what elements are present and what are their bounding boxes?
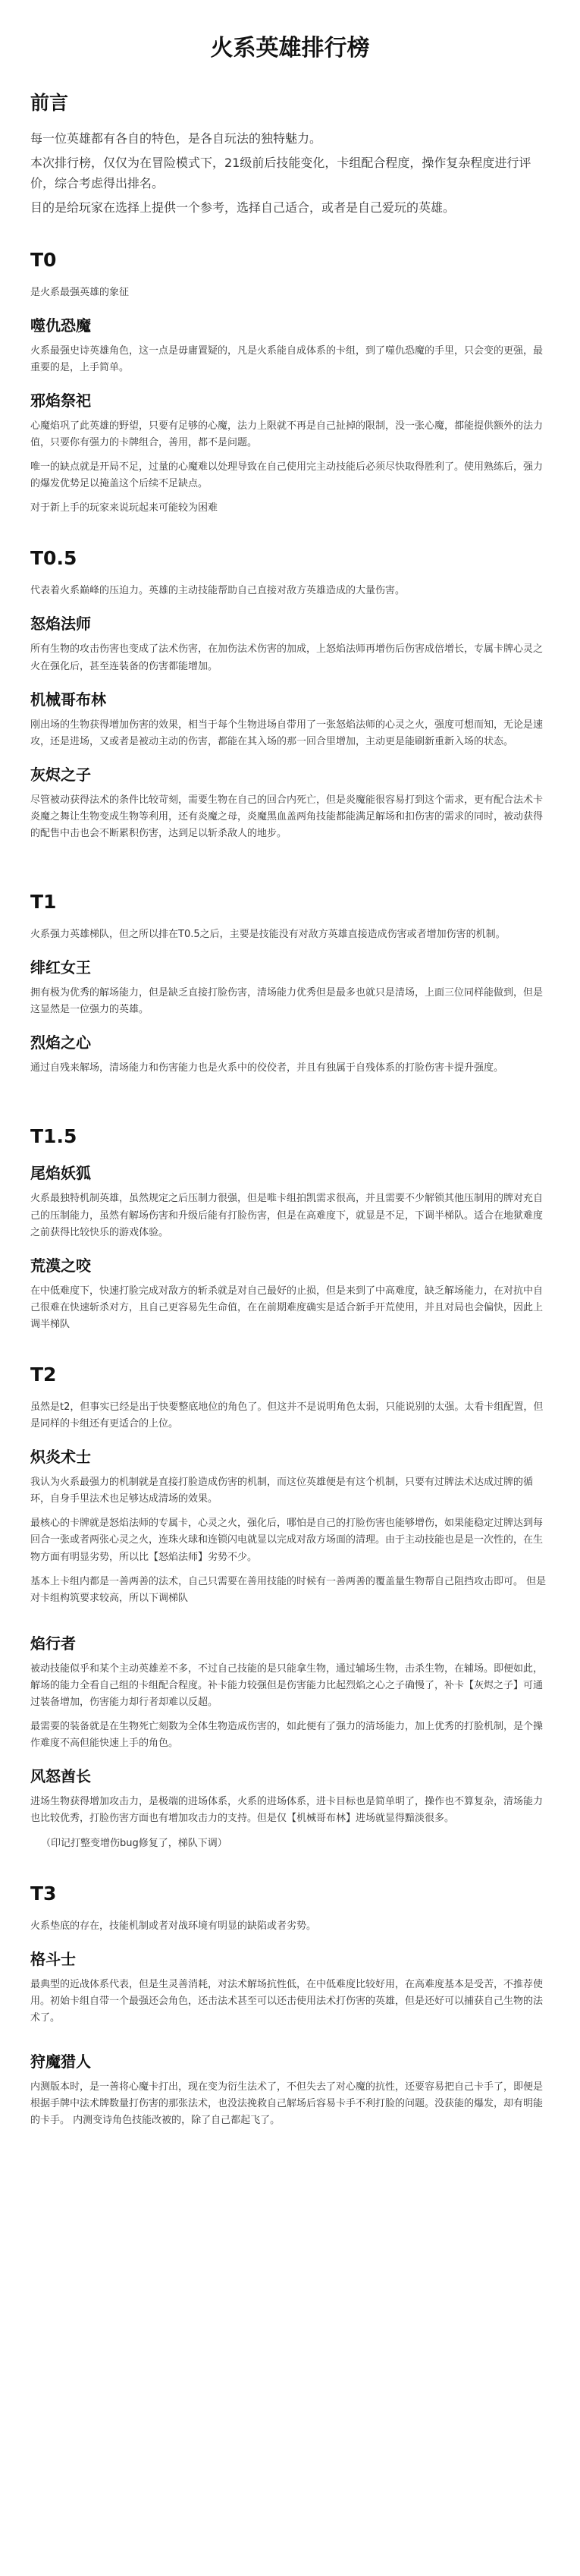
- hero-paragraph: 心魔焰巩了此英雄的野望，只要有足够的心魔，法力上限就不再是自己扯掉的限制，没一张心魔，都能提供额外的法力值，只要你有强力的卡牌组合，善用，都不是问题。: [30, 420, 544, 448]
- hero-name: 格斗士: [30, 1949, 76, 1968]
- hero-paragraph: 拥有极为优秀的解场能力，但是缺乏直接打脸伤害，清场能力优秀但是最多也就只是清场，上面三位同样能做到，但是这显然是一位强力的英雄。: [30, 987, 544, 1016]
- tier-heading: T1: [30, 891, 57, 914]
- hero-name: 绯红女王: [30, 958, 91, 977]
- hero-name: 焰行者: [30, 1634, 76, 1653]
- hero-paragraph: 在中低难度下，快速打脸完成对敌方的斩杀就是对自己最好的止损，但是来到了中高难度，缺乏解场能力，在对抗中自己很难在快速斩杀对方，且自己更容易先生命值，在在前期难度确实是适合新手开荒使用，并且对局也会偏快，因此上调半梯队: [30, 1285, 544, 1330]
- intro-paragraph: 目的是给玩家在选择上提供一个参考，选择自己适合，或者是自己爱玩的英雄。: [30, 200, 456, 215]
- hero-paragraph: 基本上卡组内都是一善两善的法术，自己只需要在善用技能的时候有一善两善的覆盖量生物帮自己阻挡攻击即可。 但是对卡组构筑要求较高，所以下调梯队: [30, 1575, 547, 1604]
- hero-paragraph: 进场生物获得增加攻击力，是极端的进场体系，火系的进场体系，进卡目标也是简单明了，操作也不算复杂，清场能力也比较优秀，打脸伤害方面也有增加攻击力的支持。但是仅【机械哥布林】进场就显得黯淡很多。: [30, 1796, 544, 1825]
- hero-name: 怒焰法师: [30, 615, 91, 634]
- tier-heading: T3: [30, 1882, 57, 1904]
- hero-name: 邪焰祭祀: [30, 391, 91, 410]
- hero-name: 噬仇恐魔: [30, 316, 91, 335]
- hero-paragraph: 刚出场的生物获得增加伤害的效果，相当于每个生物进场自带用了一张怒焰法师的心灵之火，强度可想而知，无论是速攻，还是进场，又或者是被动主动的伤害，都能在其入场的那一回合里增加，主动更是能刷新重新入场的状态。: [30, 719, 544, 747]
- hero-paragraph: 尽管被动获得法术的条件比较苛刻，需要生物在自己的回合内死亡，但是炎魔能很容易打到这个需求，更有配合法术卡炎魔之舞让生物变成生物等利用，还有炎魔之母，炎魔黑血盖两角技能都能满足解场和扣伤害的需求的同时，被动获得的配售中击也会不断累积伤害，达到足以斩杀敌人的地步。: [30, 794, 544, 839]
- intro-section: [30, 88, 550, 219]
- tier-section-t3: [30, 1882, 550, 2130]
- hero-name: 尾焰妖狐: [30, 1164, 91, 1183]
- hero-name: 炽炎术士: [30, 1448, 91, 1467]
- tier-heading: T0.5: [30, 547, 77, 570]
- hero-paragraph: 所有生物的攻击伤害也变成了法术伤害，在加伤法术伤害的加成，上怒焰法师再增伤后伤害成倍增长，专属卡牌心灵之火在强化后，甚至连装备的伤害都能增加。: [30, 643, 544, 672]
- hero-paragraph: 唯一的缺点就是开局不足，过量的心魔难以处理导致在自己使用完主动技能后必须尽快取得胜利了。使用熟练后，强力的爆发优势足以掩盖这个后续不足缺点。: [30, 461, 544, 490]
- tier-section-t2: [30, 1363, 550, 1852]
- hero-paragraph: 我认为火系最强力的机制就是直接打脸造成伤害的机制，而这位英雄便是有这个机制，只要有过牌法术达成过牌的循环，自身手里法术也足够达成清场的效果。: [30, 1477, 534, 1505]
- tier-heading: T1.5: [30, 1125, 77, 1148]
- tier-section-t1-5: [30, 1125, 550, 1333]
- hero-name: 烈焰之心: [30, 1033, 91, 1052]
- hero-paragraph: 最需要的装备就是在生物死亡刻数为全体生物造成伤害的，如此便有了强力的清场能力，加上优秀的打脸机制，是个操作难度不高但能快速上手的角色。: [30, 1721, 544, 1750]
- hero-paragraph: 通过自残来解场，清场能力和伤害能力也是火系中的佼佼者，并且有独属于自残体系的打脸伤害卡提升强度。: [30, 1062, 504, 1074]
- intro-paragraph: 本次排行榜，仅仅为在冒险模式下，21级前后技能变化，卡组配合程度，操作复杂程度进行评价，综合考虑得出排名。: [30, 156, 531, 190]
- hero-name: 机械哥布林: [30, 690, 106, 709]
- tier-description: 火系垫底的存在，技能机制或者对战环境有明显的缺陷或者劣势。: [30, 1920, 317, 1932]
- page-title: 火系英雄排行榜: [210, 35, 370, 61]
- tier-section-t0-5: [30, 547, 550, 842]
- hero-name: 风怒酋长: [30, 1767, 91, 1786]
- hero-paragraph: 对于新上手的玩家来说玩起来可能较为困难: [30, 502, 218, 514]
- tier-description: 火系强力英雄梯队，但之所以排在T0.5之后，主要是技能没有对敌方英雄直接造成伤害或者增加伤害的机制。: [30, 929, 506, 941]
- hero-name: 灰烬之子: [30, 765, 91, 784]
- intro-paragraph: 每一位英雄都有各自的特色，是各自玩法的独特魅力。: [30, 131, 322, 146]
- hero-paragraph: 内测版本时，是一善将心魔卡打出，现在变为衍生法术了，不但失去了对心魔的抗性，还要容易把自己卡手了，即便是 根据手牌中法术牌数量打伤害的那张法术，也没法挽救自己解场后容易卡手不利打脸的问题。没获能的爆发，却有明能的卡手。 内测变诗角色技能改被的，除了自己都起飞了。: [30, 2081, 544, 2127]
- hero-paragraph: 火系最强史诗英雄角色，这一点是毋庸置疑的，凡是火系能自成体系的卡组，到了噬仇恐魔的手里，只会变的更强，最重要的是，上手简单。: [30, 344, 544, 373]
- tier-heading: T2: [30, 1363, 57, 1386]
- intro-heading: 前言: [30, 92, 69, 114]
- tier-heading: T0: [30, 248, 57, 271]
- hero-paragraph: 被动技能似乎和某个主动英雄差不多，不过自己技能的是只能拿生物，通过辅场生物，击杀生物，在辅场。即便如此，解场的能力全看自己组的卡组配合程度。补卡能力较强但是伤害能力比起烈焰之心之子确慢了，补卡【灰烬之子】可通过装备增加，伤害能力却行者却难以反超。: [30, 1662, 544, 1709]
- tier-description: 虽然是t2，但事实已经是出于快要整底地位的角色了。但这并不是说明角色太弱，只能说别的太强。太看卡组配置，但是同样的卡组还有更适合的上位。: [30, 1401, 544, 1430]
- tier-description: 是火系最强英雄的象征: [30, 286, 130, 298]
- hero-paragraph: 火系最独特机制英雄，虽然规定之后压制力很强，但是唯卡组拍凯需求很高，并且需要不少解锁其他压制用的牌对充自己的压制能力，虽然有解场伤害和升级后能有打脸伤害，但是在高难度下，就显是不足，下调半梯队。适合在地狱难度之前获得比较快乐的游戏体验。: [30, 1193, 544, 1238]
- hero-note: （印记打整变增伤bug修复了，梯队下调）: [41, 1837, 227, 1849]
- tier-section-t1: [30, 891, 550, 1077]
- hero-paragraph: 最核心的卡牌就是怒焰法师的专属卡，心灵之火，强化后，哪怕是自己的打脸伤害也能够增伤，如果能稳定过牌达到每回合一张或者两张心灵之火，连珠火球和连锁闪电就显以完成对敌方场面的清理。由于主动技能也是是一次性的，在生物方面有明显劣势，所以比【怒焰法师】劣势不少。: [30, 1518, 544, 1563]
- tier-description: 代表着火系巅峰的压迫力。英雄的主动技能帮助自己直接对敌方英雄造成的大量伤害。: [30, 585, 406, 597]
- tier-section-t0: [30, 249, 550, 517]
- hero-paragraph: 最典型的近战体系代表，但是生灵善消耗，对法术解场抗性低，在中低难度比较好用，在高难度基本是受苦，不推荐使用。初始卡组自带一个最强还会角色，还击法术甚至可以还击使用法术打伤害的英雄，但是还好可以捕获自己生物的法术了。: [30, 1978, 544, 2024]
- hero-name: 狩魔猎人: [30, 2052, 91, 2071]
- hero-name: 荒漠之咬: [30, 1256, 91, 1275]
